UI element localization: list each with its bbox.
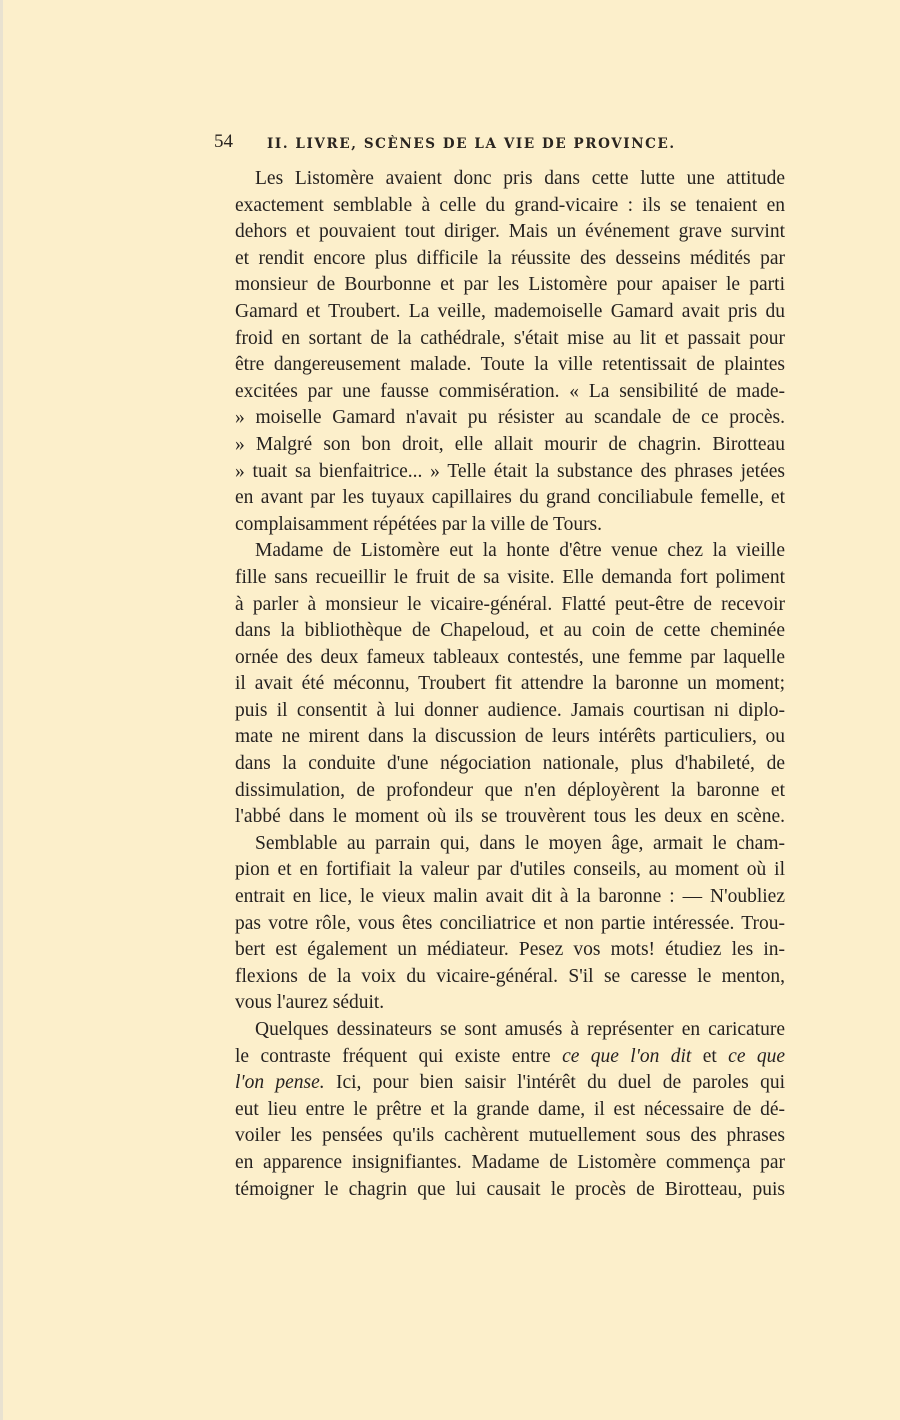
text-line: entrait en lice, le vieux malin avait dit à la baronne : — N'oubliez: [235, 886, 785, 908]
paragraph-2: [215, 538, 785, 831]
text-run: Ici, pour bien saisir l'intérêt du duel de paroles qui: [324, 1072, 785, 1094]
text-line: en avant par les tuyaux capillaires du grand conciliabule femelle, et: [235, 487, 785, 509]
running-title: II. LIVRE, SCÈNES DE LA VIE DE PROVINCE.: [267, 136, 676, 152]
text-line: mate ne mirent dans la discussion de leurs intérêts particuliers, ou: [235, 726, 785, 748]
italic-phrase: ce que: [728, 1045, 786, 1067]
paragraph-4: [215, 1017, 785, 1203]
text-line: Semblable au parrain qui, dans le moyen âge, armait le cham-: [255, 832, 785, 854]
text-line: monsieur de Bourbonne et par les Listomère pour apaiser le parti: [235, 274, 785, 296]
text-line: dissimulation, de profondeur que n'en déployèrent la baronne et: [235, 779, 785, 801]
page-number: 54: [214, 131, 233, 152]
text-line: fille sans recueillir le fruit de sa visite. Elle demanda fort poliment: [235, 566, 785, 588]
text-line: vous l'aurez séduit.: [235, 992, 385, 1014]
text-line: être dangereusement malade. Toute la ville retentissait de plaintes: [235, 354, 785, 376]
text-line: dans la conduite d'une négociation nationale, plus d'habileté, de: [235, 753, 785, 775]
italic-phrase: l'on pense.: [235, 1072, 325, 1094]
text-line: » tuait sa bienfaitrice... » Telle était la substance des phrases jetées: [235, 460, 785, 482]
text-line: l'abbé dans le moment où ils se trouvèrent tous les deux en scène.: [235, 806, 785, 828]
text-line: Madame de Listomère eut la honte d'être venue chez la vieille: [255, 540, 785, 562]
text-line: dehors et pouvaient tout diriger. Mais un événement grave survint: [235, 221, 785, 243]
text-run: en apparence insignifiantes. Madame de Listomère commença par: [235, 1151, 785, 1173]
text-run: voiler les pensées qu'ils cachèrent mutuellement sous des phrases: [235, 1125, 785, 1147]
text-line: et rendit encore plus difficile la réussite des desseins médités par: [235, 247, 785, 269]
text-line: puis il consentit à lui donner audience. Jamais courtisan ni diplo-: [235, 699, 785, 721]
text-run: eut lieu entre le prêtre et la grande dame, il est nécessaire de dé-: [235, 1098, 785, 1120]
text-line: à parler à monsieur le vicaire-général. Flatté peut-être de recevoir: [235, 593, 785, 615]
text-line: [215, 1044, 785, 1071]
running-header: [214, 131, 789, 159]
text-line: » moiselle Gamard n'avait pu résister au scandale de ce procès.: [235, 407, 785, 429]
text-line: [215, 1097, 785, 1124]
text-run: Quelques dessinateurs se sont amusés à représenter en caricature: [255, 1019, 785, 1040]
text-line: il avait été méconnu, Troubert fit attendre la baronne un moment;: [235, 673, 785, 695]
text-line: Gamard et Troubert. La veille, mademoiselle Gamard avait pris du: [235, 300, 785, 322]
text-line: pas votre rôle, vous êtes conciliatrice et non partie intéressée. Trou-: [235, 912, 785, 934]
text-line: Les Listomère avaient donc pris dans cette lutte une attitude: [255, 168, 785, 189]
text-line: » Malgré son bon droit, elle allait mourir de chagrin. Birotteau: [235, 433, 785, 455]
text-line: dans la bibliothèque de Chapeloud, et au coin de cette cheminée: [235, 620, 785, 642]
text-run: témoigner le chagrin que lui causait le procès de Birotteau, puis: [235, 1178, 785, 1200]
text-line: ornée des deux fameux tableaux contestés, une femme par laquelle: [235, 646, 785, 668]
paragraph-1: [215, 166, 785, 538]
text-line: pion et en fortifiait la valeur par d'utiles conseils, au moment où il: [235, 859, 785, 881]
text-line: excitées par une fausse commisération. « La sensibilité de made-: [235, 380, 785, 402]
text-line: exactement semblable à celle du grand-vicaire : ils se tenaient en: [235, 194, 785, 216]
text-run: le contraste fréquent qui existe entre: [235, 1045, 563, 1067]
text-line: flexions de la voix du vicaire-général. S'il se caresse le menton,: [235, 965, 785, 987]
text-line: complaisamment répétées par la ville de Tours.: [235, 513, 603, 535]
body-text: [215, 166, 785, 1203]
text-line: [215, 1070, 785, 1097]
text-line: froid en sortant de la cathédrale, s'était mise au lit et passait pour: [235, 327, 785, 349]
italic-phrase: ce que l'on dit: [562, 1045, 692, 1067]
text-line: [215, 1150, 785, 1177]
text-line: bert est également un médiateur. Pesez vos mots! étudiez les in-: [235, 939, 785, 961]
text-line: [215, 1123, 785, 1150]
text-run: et: [691, 1045, 729, 1067]
paragraph-3: [215, 831, 785, 1017]
text-line: [215, 1017, 785, 1044]
text-line: [215, 1177, 785, 1204]
